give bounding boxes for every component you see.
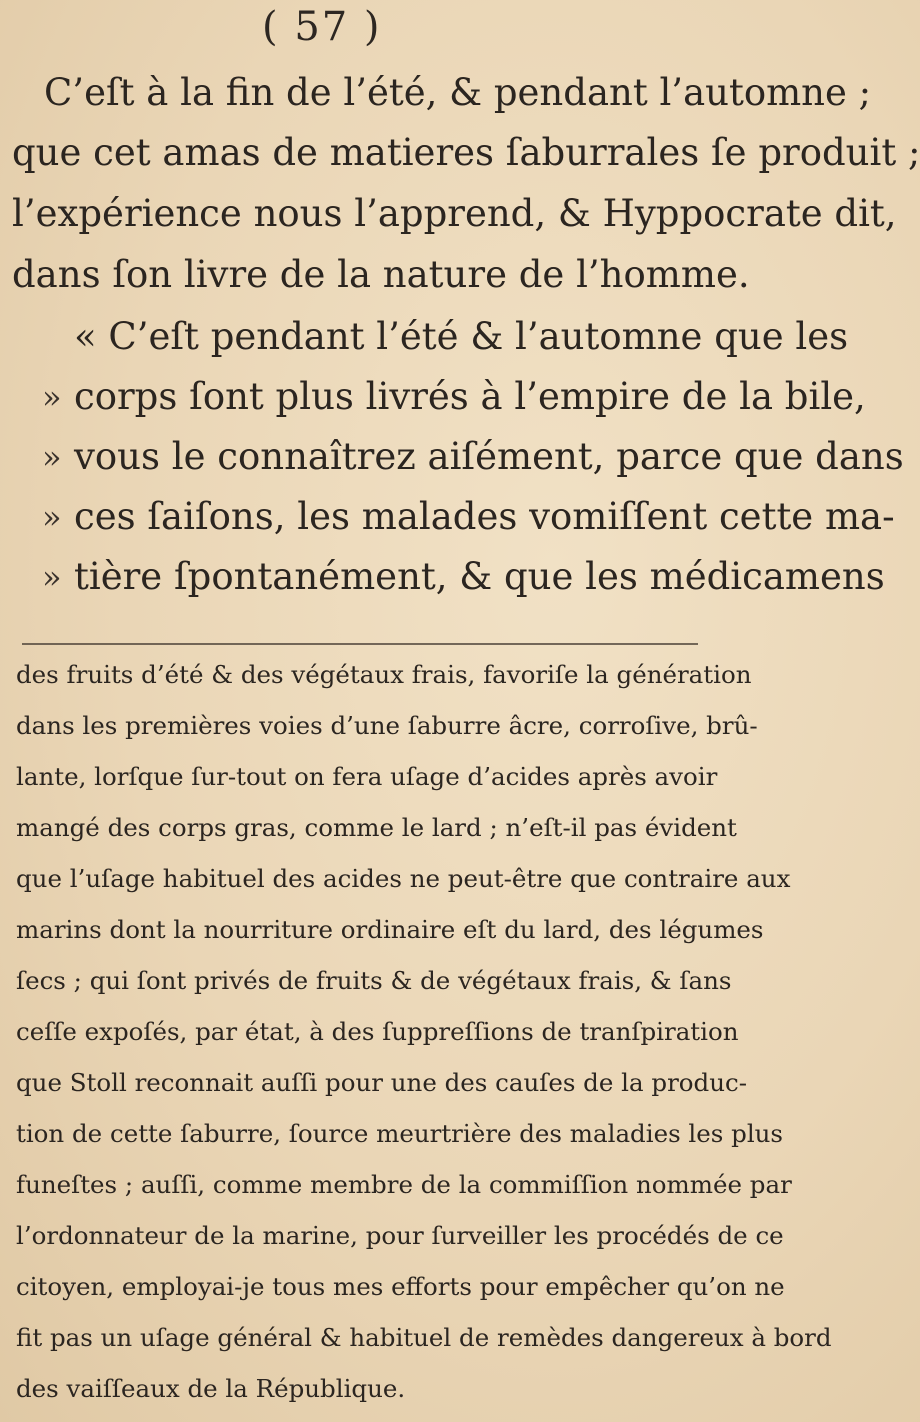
footnote-line-4: mangé des corps gras, comme le lard ; n’eſt-il pas évident: [16, 813, 737, 842]
quote-mark-1: »: [42, 378, 62, 416]
footnote-line-3: lante, lorſque ſur-tout on fera uſage d’acides après avoir: [16, 762, 718, 791]
quote-line-3: vous le connaîtrez aiſément, parce que dans: [74, 435, 904, 478]
quote-line-5: tière ſpontanément, & que les médicamens: [74, 555, 885, 598]
quote-line-4: ces ſaiſons, les malades vomiſſent cette ma-: [74, 495, 895, 538]
footnote-line-14: fit pas un uſage général & habituel de remèdes dangereux à bord: [16, 1323, 832, 1352]
main-text-line-4: dans ſon livre de la nature de l’homme.: [12, 253, 750, 296]
quote-mark-3: »: [42, 498, 62, 536]
main-text-line-2: que cet amas de matieres ſaburrales ſe produit ;: [12, 131, 920, 174]
footnote-line-1: des fruits d’été & des végétaux frais, favoriſe la génération: [16, 660, 752, 689]
main-text-line-3: l’expérience nous l’apprend, & Hyppocrate dit,: [12, 192, 897, 235]
footnote-line-12: l’ordonnateur de la marine, pour ſurveiller les procédés de ce: [16, 1221, 784, 1250]
footnote-line-7: ſecs ; qui ſont privés de fruits & de végétaux frais, & ſans: [16, 966, 732, 995]
quote-line-2: corps ſont plus livrés à l’empire de la bile,: [74, 375, 866, 418]
quote-mark-4: »: [42, 558, 62, 596]
quote-mark-2: »: [42, 438, 62, 476]
footnote-divider: [22, 643, 698, 645]
main-text-line-1: C’eſt à la fin de l’été, & pendant l’automne ;: [44, 71, 872, 114]
footnote-line-11: funeſtes ; auſſi, comme membre de la commiſſion nommée par: [16, 1170, 792, 1199]
quote-line-1: « C’eſt pendant l’été & l’automne que les: [74, 315, 849, 358]
footnote-line-15: des vaiſſeaux de la République.: [16, 1374, 406, 1403]
footnote-line-2: dans les premières voies d’une ſaburre âcre, corroſive, brû-: [16, 711, 758, 740]
footnote-line-6: marins dont la nourriture ordinaire eſt du lard, des légumes: [16, 915, 764, 944]
footnote-line-10: tion de cette ſaburre, ſource meurtrière des maladies les plus: [16, 1119, 784, 1148]
footnote-line-5: que l’uſage habituel des acides ne peut-être que contraire aux: [16, 864, 791, 893]
footnote-line-13: citoyen, employai-je tous mes efforts pour empêcher qu’on ne: [16, 1272, 785, 1301]
page-number: ( 57 ): [262, 4, 382, 50]
footnote-line-9: que Stoll reconnait auſſi pour une des cauſes de la produc-: [16, 1068, 747, 1097]
footnote-line-8: ceſſe expoſés, par état, à des ſuppreſſions de tranſpiration: [16, 1017, 739, 1046]
